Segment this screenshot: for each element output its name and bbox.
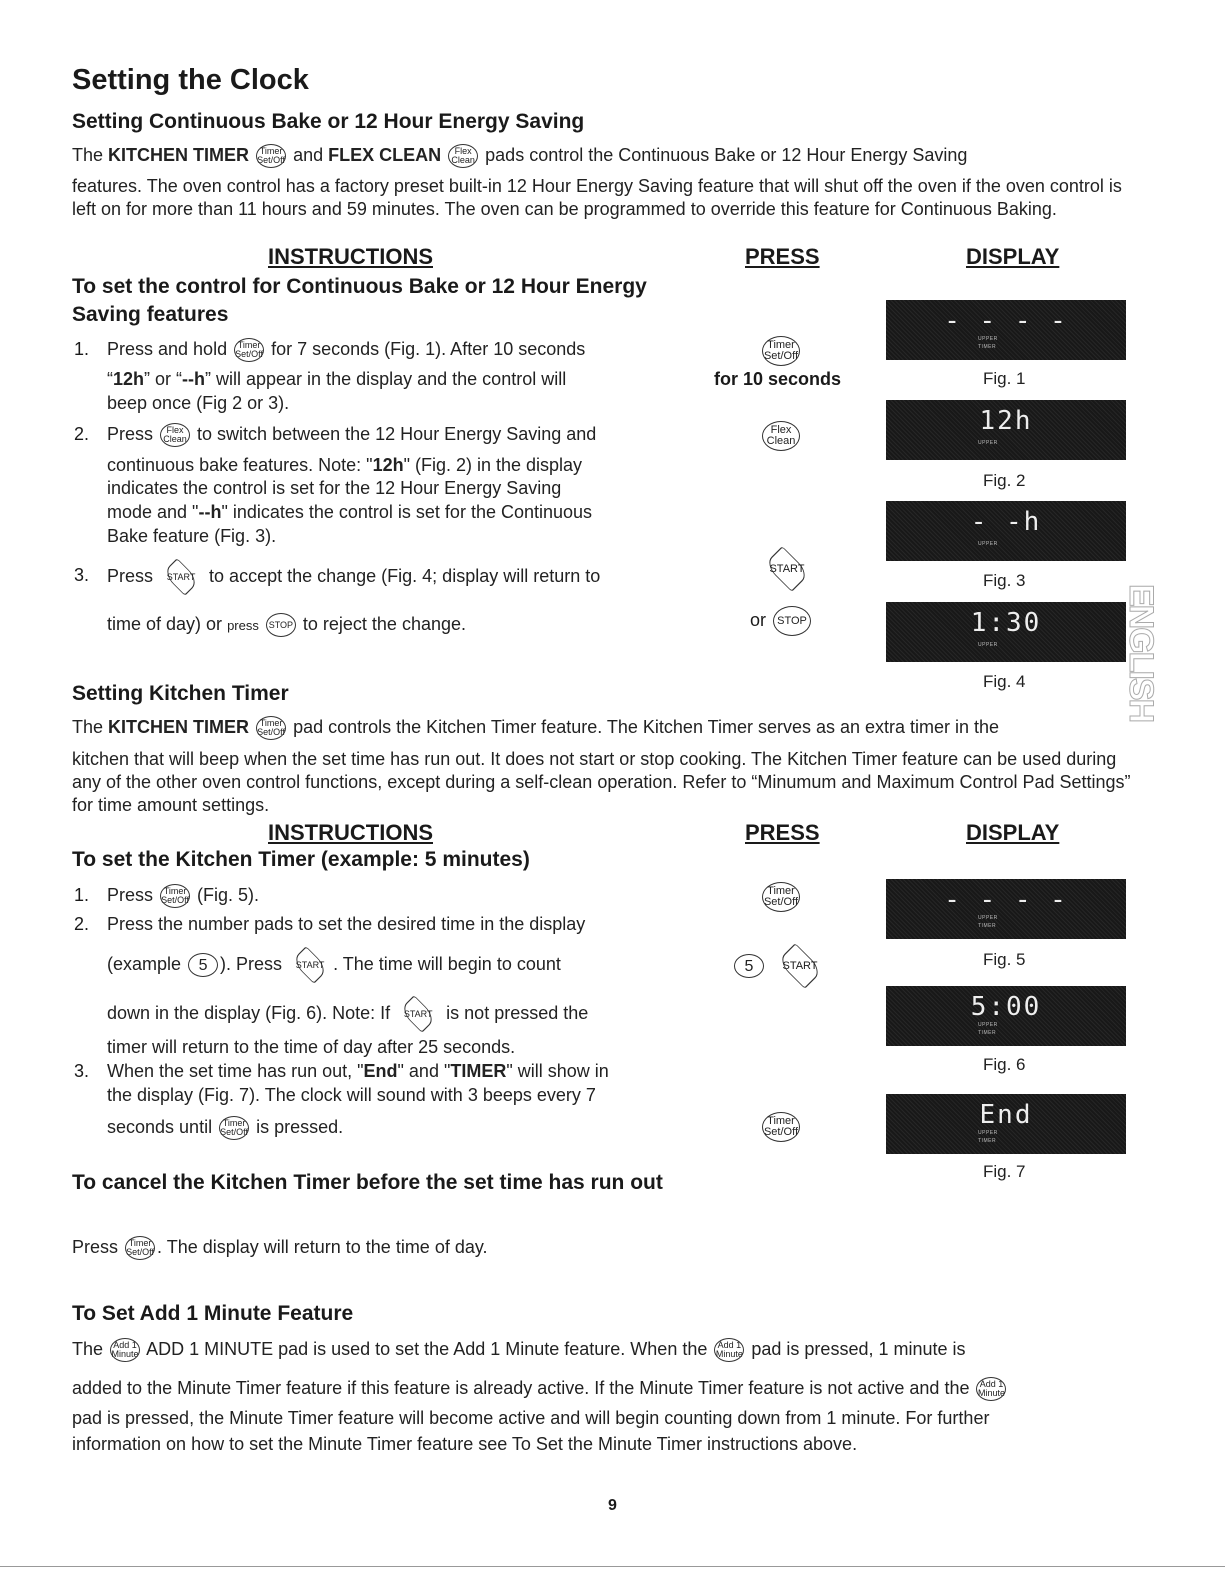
timer-pad-icon: Timer Set/Off — [762, 882, 800, 912]
step-number: 3. — [74, 1061, 90, 1081]
number-5-pad-icon: 5 — [734, 954, 764, 978]
timer-pad-icon: Timer Set/Off — [256, 144, 286, 168]
step-number: 1. — [74, 885, 90, 905]
fig-caption: Fig. 5 — [983, 950, 1026, 969]
press-stop-pad: or STOP — [750, 606, 813, 636]
step1-line3: beep once (Fig 2 or 3). — [107, 393, 290, 413]
start-pad-icon: START — [289, 952, 331, 978]
add-minute-line3: pad is pressed, the Minute Timer feature will become active and will begin counting down from 1 minute. For further — [72, 1408, 990, 1428]
column-display: DISPLAY — [966, 244, 1060, 269]
timer-step2-line1: Press the number pads to set the desired time in the display — [107, 914, 586, 934]
display-fig7: End UPPER TIMER — [886, 1094, 1126, 1154]
flex-clean-pad-icon: Flex Clean — [160, 423, 190, 447]
timer-step2-line2: (example 5 ). Press START . The time will begin to count — [107, 952, 561, 978]
timer-step2-line3: down in the display (Fig. 6). Note: If START is not pressed the — [107, 1001, 588, 1027]
cancel-timer-text: Press Timer Set/Off . The display will return to the time of day. — [72, 1236, 488, 1260]
fig-caption: Fig. 1 — [983, 369, 1026, 388]
timer-step1: Press Timer Set/Off (Fig. 5). — [107, 884, 259, 908]
add-minute-pad-icon: Add 1 Minute — [110, 1338, 140, 1362]
add-minute-line4: information on how to set the Minute Timer feature see To Set the Minute Timer instructions above. — [72, 1434, 858, 1454]
section-heading-cancel-timer: To cancel the Kitchen Timer before the set time has run out — [72, 1171, 663, 1194]
step3-line1: Press START to accept the change (Fig. 4; display will return to — [107, 564, 600, 590]
timer-step3-line2: the display (Fig. 7). The clock will sound with 3 beeps every 7 — [107, 1085, 596, 1105]
subheading-kitchen-timer: To set the Kitchen Timer (example: 5 minutes) — [72, 848, 530, 871]
bottom-rule — [0, 1566, 1225, 1567]
display-fig6: 5:00 UPPER TIMER — [886, 986, 1126, 1046]
start-pad-icon: START — [160, 564, 202, 590]
column-instructions: INSTRUCTIONS — [268, 244, 433, 269]
press-timer-pad — [760, 882, 802, 912]
step-number: 2. — [74, 914, 90, 934]
display-fig3: - -h UPPER — [886, 501, 1126, 561]
number-5-pad-icon: 5 — [188, 953, 218, 977]
column-press: PRESS — [745, 820, 820, 845]
timer-pad-icon: Timer Set/Off — [234, 338, 264, 362]
add-minute-pad-icon: Add 1 Minute — [976, 1377, 1006, 1401]
column-instructions: INSTRUCTIONS — [268, 820, 433, 845]
column-display: DISPLAY — [966, 820, 1060, 845]
step2-line4: mode and "--h" indicates the control is set for the Continuous — [107, 502, 593, 522]
add-minute-line1: The Add 1 Minute ADD 1 MINUTE pad is used to set the Add 1 Minute feature. When the Add 1 Minute pad is pressed, 1 minute is — [72, 1338, 1152, 1362]
timer-pad-icon: Timer Set/Off — [219, 1116, 249, 1140]
add-minute-pad-icon: Add 1 Minute — [714, 1338, 744, 1362]
page-number: 9 — [608, 1497, 617, 1514]
step2-line5: Bake feature (Fig. 3). — [107, 526, 277, 546]
section1-intro-line1: The KITCHEN TIMER Timer Set/Off and FLEX CLEAN Flex Clean pads control the Continuous Bake or 12 Hour Energy Saving — [72, 144, 1132, 168]
step1-line1: Press and hold Timer Set/Off for 7 seconds (Fig. 1). After 10 seconds — [107, 338, 585, 362]
fig-caption: Fig. 7 — [983, 1162, 1026, 1181]
timer-pad-icon: Timer Set/Off — [125, 1236, 155, 1260]
subheading-continuous-bake: To set the control for Continuous Bake or 12 Hour Energy Saving features — [72, 275, 647, 326]
timer-step3-line3: seconds until Timer Set/Off is pressed. — [107, 1116, 343, 1140]
start-pad-icon: START — [397, 1001, 439, 1027]
language-side-tab: ENGLISH — [1122, 584, 1160, 722]
column-press: PRESS — [745, 244, 820, 269]
press-timer-pad — [760, 1112, 802, 1142]
step-number: 3. — [74, 565, 90, 585]
timer-step2-line4: timer will return to the time of day after 25 seconds. — [107, 1037, 516, 1057]
step1-line2: “12h” or “--h” will appear in the display and the control will — [107, 369, 567, 389]
fig-caption: Fig. 6 — [983, 1055, 1026, 1074]
fig-caption: Fig. 3 — [983, 571, 1026, 590]
start-pad-icon: START — [760, 553, 814, 585]
timer-pad-icon: Timer Set/Off — [256, 716, 286, 740]
step2-line2: continuous bake features. Note: "12h" (Fig. 2) in the display — [107, 455, 583, 475]
press-duration-note: for 10 seconds — [714, 369, 842, 389]
display-fig5: - - - - UPPER TIMER — [886, 879, 1126, 939]
press-flex-clean-pad — [760, 421, 802, 451]
flex-clean-pad-icon: Flex Clean — [762, 421, 800, 451]
section-heading-kitchen-timer: Setting Kitchen Timer — [72, 682, 289, 705]
timer-step3-line1: When the set time has run out, "End" and "TIMER" will show in — [107, 1061, 609, 1081]
press-5-then-start — [732, 950, 829, 982]
page-title: Setting the Clock — [72, 64, 309, 96]
flex-clean-pad-icon: Flex Clean — [448, 144, 478, 168]
timer-pad-icon: Timer Set/Off — [762, 1112, 800, 1142]
section1-intro-rest: features. The oven control has a factory preset built-in 12 Hour Energy Saving feature that will shut off the oven if the oven control is left on for more than 11 hours and 59 minutes. The oven can be programmed to override this feature for Continuous Baking. — [72, 176, 1122, 219]
step2-line1: Press Flex Clean to switch between the 12 Hour Energy Saving and — [107, 423, 596, 447]
fig-caption: Fig. 2 — [983, 471, 1026, 490]
step-number: 2. — [74, 424, 90, 444]
press-timer-pad — [760, 336, 802, 366]
section2-intro-rest: kitchen that will beep when the set time has run out. It does not start or stop cooking. The Kitchen Timer feature can be used during any of the other oven control functions, except during a self-clean operation. Refer to “Minumum and Maximum Control Pad Settings” for time amount settings. — [72, 749, 1131, 815]
section2-intro-line1: The KITCHEN TIMER Timer Set/Off pad controls the Kitchen Timer feature. The Kitchen Timer serves as an extra timer in the — [72, 716, 1132, 740]
section-heading-continuous-bake: Setting Continuous Bake or 12 Hour Energy Saving — [72, 110, 585, 133]
display-fig2: 12h UPPER — [886, 400, 1126, 460]
step3-line2: time of day) or press STOP to reject the change. — [107, 613, 466, 637]
display-fig4: 1:30 UPPER — [886, 602, 1126, 662]
timer-pad-icon: Timer Set/Off — [160, 884, 190, 908]
step2-line3: indicates the control is set for the 12 Hour Energy Saving — [107, 478, 562, 498]
stop-pad-icon: STOP — [266, 613, 296, 637]
step-number: 1. — [74, 339, 90, 359]
stop-pad-icon: STOP — [773, 606, 811, 636]
fig-caption: Fig. 4 — [983, 672, 1026, 691]
press-start-pad — [758, 553, 816, 585]
start-pad-icon: START — [773, 950, 827, 982]
section-heading-add-minute: To Set Add 1 Minute Feature — [72, 1302, 354, 1325]
timer-pad-icon: Timer Set/Off — [762, 336, 800, 366]
display-fig1: - - - - UPPER TIMER — [886, 300, 1126, 360]
add-minute-line2: added to the Minute Timer feature if this feature is already active. If the Minute Timer feature is not active and the Add 1 Minute — [72, 1377, 1162, 1401]
